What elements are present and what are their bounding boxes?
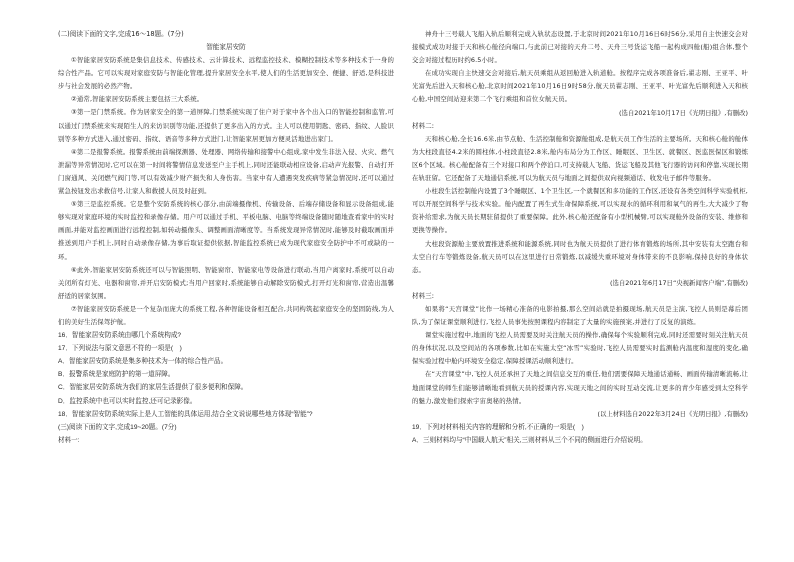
section-intro: (二)阅读下面的文字,完成16～18题。(7分) (58, 30, 184, 38)
option-17d: D．监控系统中也可以实时监控,还可记录影像。 (58, 397, 197, 405)
question-18: 18．智能家居安防系统实际上是人工智能的具体运用,结合全文说说哪些地方体现“智能”? (58, 410, 313, 418)
option-19a: A．三则材料均与“中国载人航天”相关,三则材料从三个不同的侧面进行介绍说明。 (412, 436, 647, 444)
material1-label: 材料一: (58, 436, 80, 444)
paragraph-4: ④第二是报警系统。报警系统由前端探测器、处理器、网络传输和接警中心组成,家中发生非法入侵、火灾、燃气泄漏等异常情况时,它可以在第一时间将警情信息发送至户主手机上,同时还能联动相应设备,启动声光报警、自动打开门窗通风、关闭燃气阀门等,可以有效减少财产损失和人身伤害。当家中有人遭遇突发疾病等紧急情况时,还可以通过紧急按钮发出求救信号,让家人和救援人员及时赶到。 (58, 147, 394, 196)
m3-source: (以上材料选自2022年3月24日《光明日报》,有删改) (597, 409, 748, 418)
material2-label: 材料二: (412, 121, 435, 130)
option-17c: C．智能家居安防系统为我们的家居生活提供了很多便利和保障。 (58, 384, 248, 392)
right-column (412, 28, 748, 447)
m3-paragraph-2: 课堂实施过程中,地面的飞控人员需要及时关注航天员的操作,确保每个实验顺利完成,同时还需要时刻关注航天员的身体状况,以及空间站的各项参数,比如在实施太空“冰雪”实验时,飞控人员需要实时监测舱内温度和湿度的变化,确保实验过程中舱内环境安全稳定,保障授课活动顺利进行。 (412, 331, 748, 366)
article-title: 智能家居安防 (206, 43, 246, 52)
m2-source: (选自2021年6月17日“央视新闻客户端”,有删改) (610, 278, 748, 287)
paragraph-5: ⑤第三是监控系统。它是整个安防系统的核心部分,由前端摄像机、传输设备、后端存储设备和显示设备组成,能够实现对家庭环境的实时监控和录像存储。用户可以通过手机、平板电脑、电脑等终端设备随时随地查看家中的实时画面,并能对监控画面进行远程控制,如转动摄像头、调整画面清晰度等。当系统发现异常情况时,能够及时截取画面并推送到用户手机上,同时自动录像存储,为事后取证提供依据,智能监控系统已成为现代家庭安全防护中不可或缺的一环。 (58, 200, 394, 261)
m1-paragraph-1: 神舟十三号载人飞船入轨后顺利完成入轨状态设置,于北京时间2021年10月16日6时56分,采用自主快速交会对接模式成功对接于天和核心舱径向端口,与此前已对接的天舟二号、天舟三号货运飞船一起构成四舱(船)组合体,整个交会对接过程历时约6.5小时。 (412, 30, 748, 65)
paragraph-7: ⑦智能家居安防系统是一个复杂而庞大的系统工程,各种智能设备相互配合,共同构筑起家庭安全的坚固防线,为人们的美好生活保驾护航。 (58, 304, 394, 326)
m2-paragraph-1: 天和核心舱,全长16.6米,由节点舱、生活控制舱和资源舱组成,是航天员工作生活的主要场所。天和核心舱的舱体为大柱段直径4.2米的圆柱体,小柱段直径2.8米,舱内布局分为工作区、睡眠区、卫生区、就餐区、医监医保区和锻炼区6个区域。核心舱配备有三个对接口和两个停泊口,可支持载人飞船、货运飞船及其他飞行器的访问和停靠,实现长期在轨驻留。它还配备了天地通信系统,可以为航天员与地面之间提供双向视频通话、收发电子邮件等服务。 (412, 134, 748, 183)
option-17b: B．报警系统是家庭防护的第一道屏障。 (58, 371, 175, 379)
question-19: 19．下列对材料相关内容的理解和分析,不正确的一项是( ) (412, 423, 584, 431)
left-column (58, 28, 394, 447)
m2-paragraph-2: 小柱段生活控制舱内设置了3个睡眠区、1个卫生区,一个就餐区和多功能的工作区,还设有各类空间科学实验机柜,可以开展空间科学与技术实验。舱内配置了再生式生命保障系统,可以实现水的循环利用和氧气的再生,大大减少了物资补给需求,为航天员长期驻留提供了重要保障。此外,核心舱还配备有小型机械臂,可以实现舱外设备的安装、维修和更换等操作。 (412, 187, 748, 235)
option-17a: A．智能家居安防系统是集多种技术为一体的综合性产品。 (58, 358, 228, 366)
m1-source: (选自2021年10月17日《光明日报》,有删改) (618, 108, 748, 117)
m1-paragraph-2: 在成功实现自主快速交会对接后,航天员乘组从返回舱进入轨道舱。按程序完成各项准备后,翟志刚、王亚平、叶光富先后进入天和核心舱,北京时间2021年10月16日9时58分,航天员翟志刚、王亚平、叶光富先后顺利进入天和核心舱,中国空间站迎来第二个飞行乘组和首位女航天员。 (412, 69, 748, 104)
paragraph-6: ⑥此外,智能家居安防系统还可以与智能照明、智能窗帘、智能家电等设备进行联动,当用户离家时,系统可以自动关闭所有灯光、电器和窗帘,并开启安防模式;当用户回家时,系统能够自动解除安防模式,打开灯光和窗帘,营造出温馨舒适的居家氛围。 (58, 265, 394, 300)
paragraph-1: ①智能家居安防系统是集信息技术、传感技术、云计算技术、远程监控技术、模糊控制技术等多种技术于一身的综合性产品。它可以实现对家庭安防与智能化管理,提升家居安全水平,使人们的生活更加安全、便捷、舒适,是科技进步与社会发展的必然产物。 (58, 56, 394, 91)
paragraph-2: ②通常,智能家居安防系统主要包括三大系统。 (71, 95, 204, 104)
m2-paragraph-3: 大柱段资源舱主要放置推进系统和能源系统,同时也为航天员提供了进行体育锻炼的场所,其中安装有太空跑台和太空自行车等锻炼设备,航天员可以在这里进行日常锻炼,以减缓失重环境对身体带来的不良影响,保持良好的身体状态。 (412, 239, 748, 274)
question-16: 16．智能家居安防系统由哪几个系统构成? (58, 332, 182, 340)
m3-paragraph-3: 在“天宫课堂”中,飞控人员还承担了天地之间信息交互的重任,他们需要保障天地通话通畅、画面传输清晰流畅,让地面课堂的师生们能够清晰地看到航天员的授课内容,实现天地之间的实时互动交流,让更多的青少年感受到太空科学的魅力,激发他们探索宇宙奥秘的热情。 (412, 370, 748, 405)
paragraph-3: ③第一是门禁系统。作为居家安全的第一道屏障,门禁系统实现了住户对于家中各个出入口的智能控制和监管,可以通过门禁系统来实现陌生人的来访识别等功能,还提供了更多出入的方式。主人可以使用钥匙、密码、指纹、人脸识别等多种方式进入,通过密码、指纹、语音等多种方式进门,让智能家居更加方便灵活地进出家门。 (58, 108, 394, 143)
section3-intro: (三)阅读下面的文字,完成19~20题。(7分) (58, 423, 177, 431)
question-17: 17．下列说法与原文意思不符的一项是( ) (58, 345, 182, 353)
m3-paragraph-1: 如果将“天宫课堂”比作一场精心准备的电影拍摄,那么空间站就是拍摄现场,航天员是主演,飞控人员则是幕后团队,为了保证课堂顺利进行,飞控人员事先按照课程内容制定了大量的实施预案,并进行了反复的演练。 (412, 304, 748, 327)
material3-label: 材料三: (412, 291, 435, 300)
